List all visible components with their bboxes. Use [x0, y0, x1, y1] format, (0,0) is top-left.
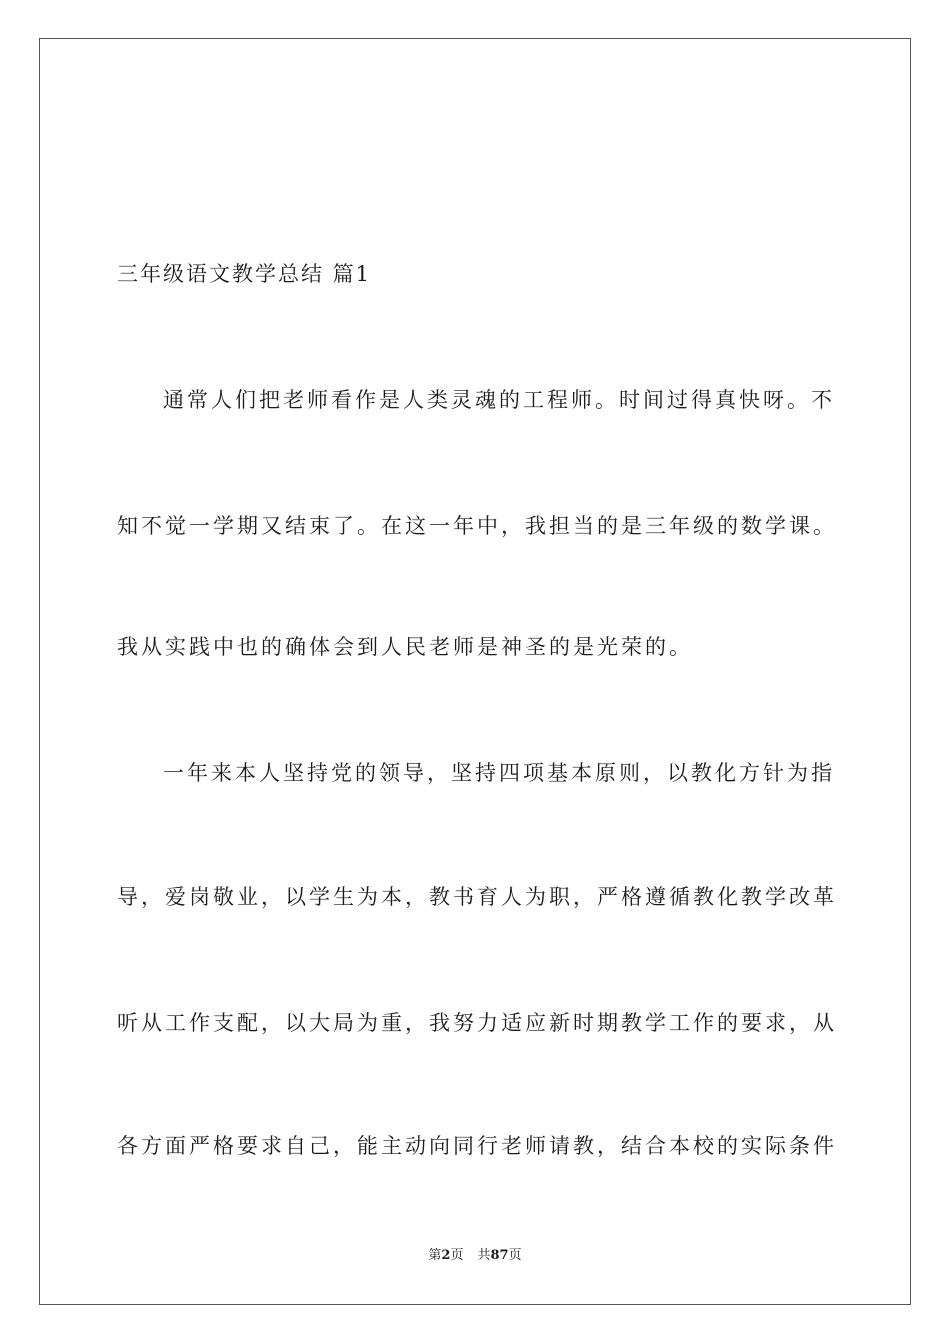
paragraph-1-line-3: 我从实践中也的确体会到人民老师是神圣的是光荣的。 [117, 635, 693, 659]
footer-page-suffix: 页 [450, 1248, 464, 1263]
footer-total-prefix: 共 [477, 1248, 491, 1263]
paragraph-1-line-2: 知不觉一学期又结束了。在这一年中，我担当的是三年级的数学课。 [117, 514, 837, 538]
paragraph-1-line-1: 通常人们把老师看作是人类灵魂的工程师。时间过得真快呀。不 [163, 388, 835, 412]
footer-page-number: 2 [441, 1248, 451, 1263]
document-title: 三年级语文教学总结 篇1 [117, 262, 372, 286]
footer-total-suffix: 页 [508, 1248, 522, 1263]
page-frame [39, 38, 911, 1305]
footer-page-prefix: 第 [428, 1248, 442, 1263]
paragraph-2-line-2: 导，爱岗敬业，以学生为本，教书育人为职，严格遵循教化教学改革 [117, 885, 837, 909]
paragraph-2-line-4: 各方面严格要求自己，能主动向同行老师请教，结合本校的实际条件 [117, 1134, 837, 1158]
page-footer [0, 1247, 950, 1265]
footer-total-pages: 87 [490, 1248, 509, 1263]
paragraph-2-line-3: 听从工作支配，以大局为重，我努力适应新时期教学工作的要求，从 [117, 1011, 837, 1035]
paragraph-2-line-1: 一年来本人坚持党的领导，坚持四项基本原则，以教化方针为指 [163, 761, 835, 785]
